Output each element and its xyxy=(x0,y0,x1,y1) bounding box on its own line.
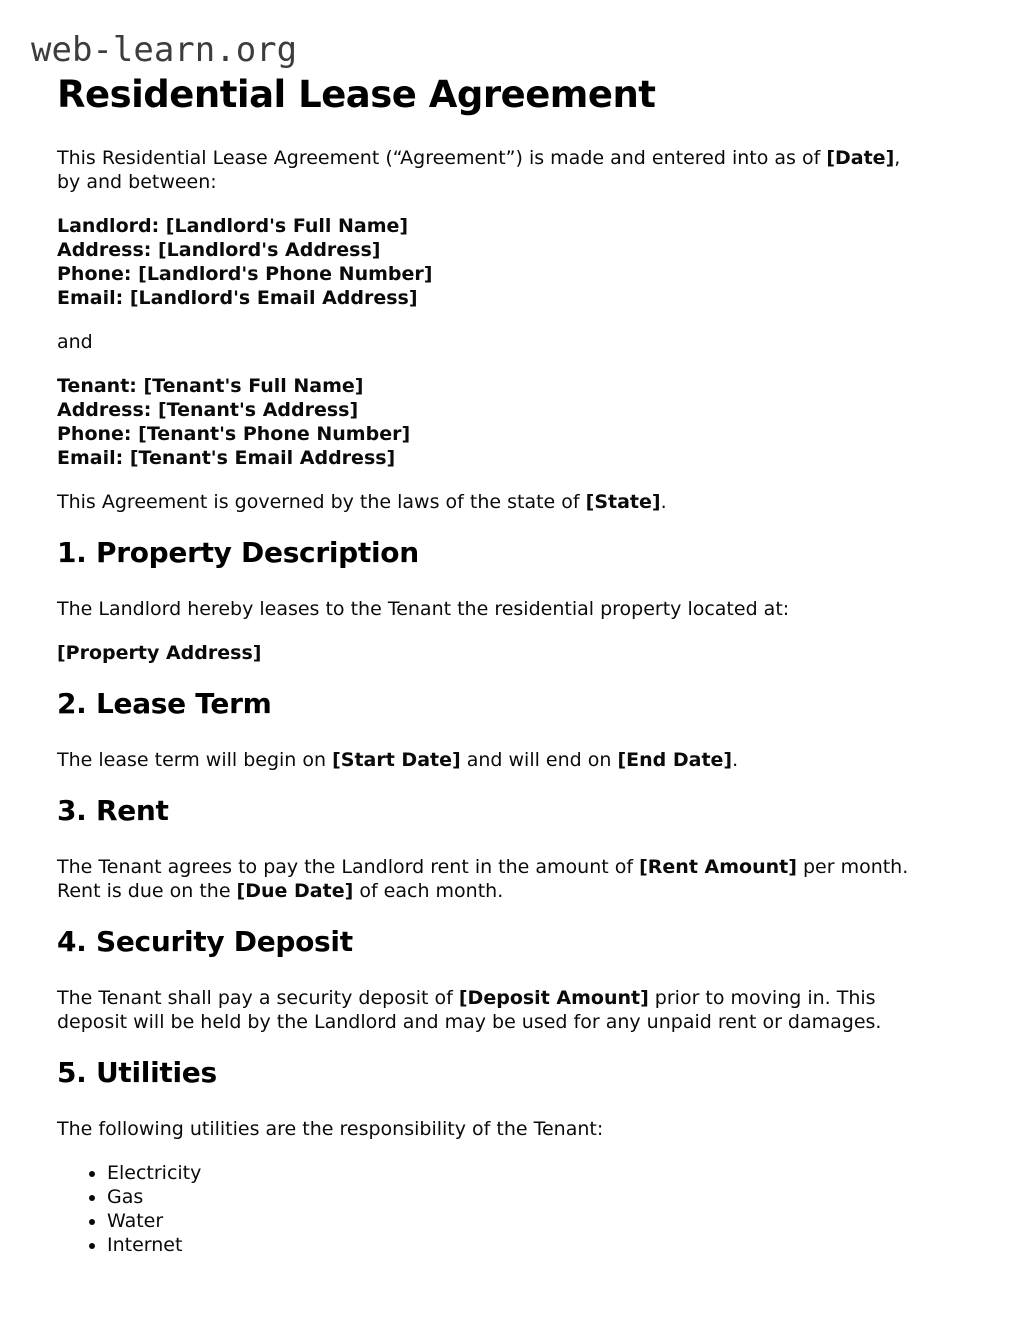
state-placeholder: [State] xyxy=(585,491,661,513)
landlord-email-line: Email: [Landlord's Email Address] xyxy=(57,287,418,309)
site-logo: web-learn.org xyxy=(31,30,298,70)
section-heading-property: 1. Property Description xyxy=(57,536,419,569)
property-address-placeholder: [Property Address] xyxy=(57,642,262,664)
end-date-placeholder: [End Date] xyxy=(617,749,733,771)
intro-comma: , xyxy=(894,147,901,169)
utility-item-gas: • Gas xyxy=(107,1185,967,1209)
landlord-phone-line: Phone: [Landlord's Phone Number] xyxy=(57,263,433,285)
lease-term-period: . xyxy=(732,749,739,771)
utilities-list xyxy=(57,1161,967,1257)
utility-item-water: • Water xyxy=(107,1209,967,1233)
tenant-name-line: Tenant: [Tenant's Full Name] xyxy=(57,375,364,397)
date-placeholder: [Date] xyxy=(826,147,895,169)
utility-item-internet: • Internet xyxy=(107,1233,967,1257)
lease-term-text: The lease term will begin on xyxy=(57,749,333,771)
landlord-address-line: Address: [Landlord's Address] xyxy=(57,239,381,261)
landlord-name-line: Landlord: [Landlord's Full Name] xyxy=(57,215,409,237)
deposit-amount-placeholder: [Deposit Amount] xyxy=(458,987,649,1009)
intro-text: This Residential Lease Agreement (“Agreement”) is made and entered into as of xyxy=(57,147,827,169)
section-heading-security-deposit: 4. Security Deposit xyxy=(57,925,353,958)
section-heading-rent: 3. Rent xyxy=(57,794,169,827)
property-description-text: The Landlord hereby leases to the Tenant the residential property located at: xyxy=(57,598,790,620)
intro-line2: by and between: xyxy=(57,171,217,193)
rent-due-text: Rent is due on the xyxy=(57,880,237,902)
connector-text: and xyxy=(57,331,93,353)
document-body xyxy=(57,146,967,1257)
deposit-line2: deposit will be held by the Landlord and may be used for any unpaid rent or damages. xyxy=(57,1011,882,1033)
rent-due-after: of each month. xyxy=(353,880,504,902)
section-heading-utilities: 5. Utilities xyxy=(57,1056,217,1089)
deposit-after-amount: prior to moving in. This xyxy=(648,987,876,1009)
rent-amount-placeholder: [Rent Amount] xyxy=(639,856,797,878)
tenant-email-line: Email: [Tenant's Email Address] xyxy=(57,447,396,469)
tenant-details xyxy=(57,374,967,470)
rent-text: The Tenant agrees to pay the Landlord rent in the amount of xyxy=(57,856,640,878)
tenant-phone-line: Phone: [Tenant's Phone Number] xyxy=(57,423,411,445)
due-date-placeholder: [Due Date] xyxy=(236,880,354,902)
section-heading-lease-term: 2. Lease Term xyxy=(57,687,272,720)
page-title: Residential Lease Agreement xyxy=(57,73,656,116)
utility-item-electricity: • Electricity xyxy=(107,1161,967,1185)
landlord-details xyxy=(57,214,967,310)
governing-law-paragraph xyxy=(57,490,967,514)
rent-paragraph xyxy=(57,855,967,903)
security-deposit-paragraph xyxy=(57,986,967,1034)
deposit-text: The Tenant shall pay a security deposit of xyxy=(57,987,459,1009)
governing-period: . xyxy=(660,491,667,513)
rent-after-amount: per month. xyxy=(796,856,909,878)
start-date-placeholder: [Start Date] xyxy=(332,749,461,771)
utilities-intro-text: The following utilities are the responsibility of the Tenant: xyxy=(57,1118,604,1140)
intro-paragraph xyxy=(57,146,967,194)
governing-text: This Agreement is governed by the laws of the state of xyxy=(57,491,586,513)
tenant-address-line: Address: [Tenant's Address] xyxy=(57,399,359,421)
lease-term-paragraph xyxy=(57,748,967,772)
lease-term-mid: and will end on xyxy=(460,749,618,771)
